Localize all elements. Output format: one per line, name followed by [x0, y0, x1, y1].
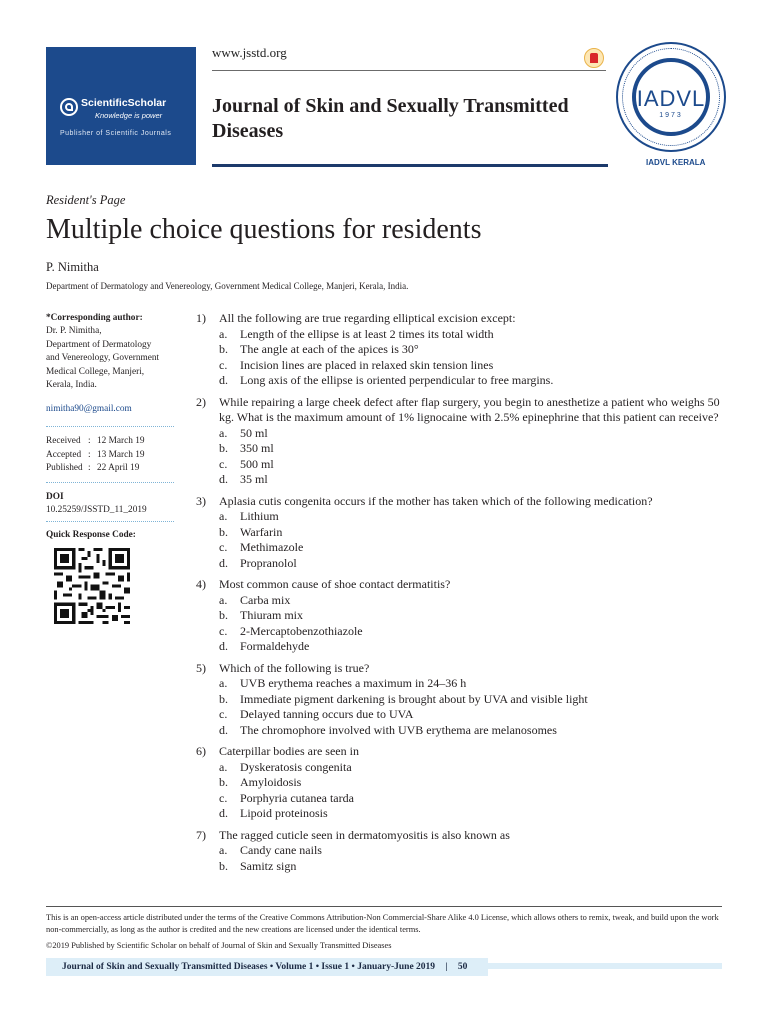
option-letter: b.	[219, 524, 228, 539]
answer-option	[196, 472, 736, 488]
answer-option	[196, 593, 736, 609]
corresponding-line: Department of Dermatology	[46, 339, 152, 350]
answer-option	[196, 540, 736, 556]
question-item	[196, 744, 736, 822]
question-stem	[196, 744, 736, 760]
page-number: 50	[457, 962, 468, 972]
option-text: UVB erythema reaches a maximum in 24–36 h	[240, 676, 467, 690]
bookmark-badge-icon[interactable]	[584, 48, 604, 68]
option-text: Lithium	[240, 509, 279, 523]
option-letter: c.	[219, 540, 228, 554]
answer-option	[196, 525, 736, 541]
date-row-accepted: Accepted : 13 March 19	[46, 449, 145, 463]
date-value: 22 April 19	[97, 463, 140, 473]
date-label: Published	[46, 463, 83, 473]
question-text: Aplasia cutis congenita occurs if the mother has taken which of the following medication?	[219, 493, 653, 508]
question-number: 7)	[196, 827, 206, 842]
question-number: 3)	[196, 493, 206, 508]
journal-title: Journal of Skin and Sexually Transmitted Diseases	[212, 95, 569, 142]
question-number: 6)	[196, 744, 206, 758]
question-text: While repairing a large cheek defect after flap surgery, you begin to anesthetize a patient who weighs 50 kg. What is the maximum amount of 1% lignocaine with 2.5% epinephrine that this patient can receive?	[219, 394, 720, 424]
option-letter: b.	[219, 441, 228, 455]
date-row-received: Received : 12 March 19	[46, 435, 145, 449]
section-label: Resident's Page	[46, 193, 126, 207]
answer-option	[196, 358, 736, 374]
option-letter: d.	[219, 373, 228, 387]
answer-option	[196, 509, 736, 525]
option-letter: b.	[219, 858, 228, 873]
society-label: IADVL KERALA	[646, 158, 706, 167]
option-text: Amyloidosis	[240, 775, 302, 789]
author-name: P. Nimitha	[46, 260, 99, 274]
answer-option	[196, 859, 736, 875]
option-text: 35 ml	[240, 472, 268, 486]
option-text: Formaldehyde	[240, 639, 310, 653]
option-text: The angle at each of the apices is 30°	[240, 342, 419, 356]
option-text: The chromophore involved with UVB erythema are melanosomes	[240, 722, 557, 737]
question-text: All the following are true regarding elliptical excision except:	[219, 311, 516, 325]
answer-option	[196, 843, 736, 859]
date-value: 13 March 19	[97, 449, 145, 460]
option-letter: d.	[219, 806, 228, 820]
option-letter: b.	[219, 608, 228, 622]
option-letter: a.	[219, 843, 228, 857]
question-stem	[196, 311, 736, 327]
corresponding-author-details	[46, 325, 186, 393]
answer-option	[196, 441, 736, 457]
question-stem	[196, 828, 736, 844]
answer-option	[196, 791, 736, 807]
article-title: Multiple choice questions for residents	[46, 214, 482, 245]
option-text: 2-Mercaptobenzothiazole	[240, 623, 363, 638]
answer-option	[196, 723, 736, 739]
doi-link[interactable]: 10.25259/JSSTD_11_2019	[46, 505, 147, 515]
question-item	[196, 577, 736, 655]
option-text: Length of the ellipse is at least 2 times its total width	[240, 326, 494, 341]
society-seal-name: IADVL	[636, 86, 706, 111]
option-letter: a.	[219, 509, 228, 523]
answer-option	[196, 707, 736, 723]
option-text: Samitz sign	[240, 858, 297, 873]
question-list	[196, 311, 736, 880]
corresponding-line: Dr. P. Nimitha,	[46, 326, 102, 336]
qr-code-label: Quick Response Code:	[46, 530, 136, 540]
answer-option	[196, 327, 736, 343]
header-underline	[212, 164, 608, 167]
sidebar-divider	[46, 482, 174, 483]
question-item	[196, 494, 736, 572]
option-letter: c.	[219, 623, 228, 638]
option-text: Immediate pigment darkening is brought about by UVA and visible light	[240, 691, 588, 706]
option-letter: d.	[219, 555, 228, 570]
option-letter: a.	[219, 676, 228, 690]
author-email-link[interactable]: nimitha90@gmail.com	[46, 404, 132, 414]
option-letter: a.	[219, 592, 228, 607]
answer-option	[196, 426, 736, 442]
license-text: This is an open-access article distributed under the terms of the Creative Commons Attribution-Non Commercial-Share Alike 4.0 License, which allows others to remix, tweak, and build upon the work non-commercially, as long as the author is credited and the new creations are licensed under the identical terms.	[46, 913, 719, 934]
option-letter: d.	[219, 722, 228, 737]
option-text: Porphyria cutanea tarda	[240, 790, 354, 805]
question-item	[196, 661, 736, 739]
answer-option	[196, 806, 736, 822]
corresponding-line: Medical College, Manjeri,	[46, 366, 145, 377]
answer-option	[196, 775, 736, 791]
answer-option	[196, 639, 736, 655]
answer-option	[196, 676, 736, 692]
question-item	[196, 828, 736, 875]
copyright-text: ©2019 Published by Scientific Scholar on behalf of Journal of Skin and Sexually Transmitted Diseases	[46, 941, 392, 950]
date-label: Received	[46, 436, 81, 446]
publisher-logo-name: ScientificScholar	[81, 97, 167, 109]
citation-text: Journal of Skin and Sexually Transmitted Diseases • Volume 1 • Issue 1 • January-June 2019	[62, 962, 436, 972]
option-letter: b.	[219, 342, 228, 356]
answer-option	[196, 556, 736, 572]
answer-option	[196, 692, 736, 708]
option-letter: b.	[219, 691, 228, 706]
date-label: Accepted	[46, 449, 82, 460]
answer-option	[196, 457, 736, 473]
question-number: 4)	[196, 577, 206, 591]
doi-label: DOI	[46, 492, 64, 502]
footer-citation	[62, 962, 467, 972]
footer-divider	[46, 906, 722, 907]
scientificscholar-logo-icon	[60, 98, 78, 116]
society-seal-year: 1973	[659, 112, 683, 119]
option-text: Methimazole	[240, 540, 304, 554]
option-letter: a.	[219, 326, 228, 341]
option-text: Lipoid proteinosis	[240, 806, 328, 820]
option-text: Dyskeratosis congenita	[240, 759, 352, 774]
qr-code-icon[interactable]	[54, 548, 130, 624]
option-text: 50 ml	[240, 425, 268, 440]
sidebar-divider	[46, 521, 174, 522]
option-text: 350 ml	[240, 441, 274, 455]
option-letter: c.	[219, 456, 228, 471]
question-item	[196, 311, 736, 389]
question-number: 2)	[196, 394, 206, 409]
sidebar-divider	[46, 426, 174, 427]
corresponding-line: and Venereology, Government	[46, 353, 160, 363]
corresponding-author-label: *Corresponding author:	[46, 313, 143, 323]
option-letter: c.	[219, 707, 228, 721]
option-text: Warfarin	[240, 524, 283, 539]
option-letter: a.	[219, 759, 228, 774]
option-letter: a.	[219, 425, 228, 440]
question-text: The ragged cuticle seen in dermatomyositis is also known as	[219, 827, 510, 842]
option-text: Propranolol	[240, 555, 297, 570]
answer-option	[196, 608, 736, 624]
question-number: 5)	[196, 660, 206, 675]
question-stem	[196, 661, 736, 677]
option-letter: c.	[219, 790, 228, 805]
author-affiliation: Department of Dermatology and Venereology, Government Medical College, Manjeri, Kerala, India.	[46, 281, 409, 291]
option-text: Incision lines are placed in relaxed skin tension lines	[240, 357, 494, 372]
question-text: Which of the following is true?	[219, 660, 370, 675]
question-stem	[196, 494, 736, 510]
option-text: Carba mix	[240, 592, 291, 607]
answer-option	[196, 624, 736, 640]
question-stem	[196, 577, 736, 593]
publisher-logo-subtitle: Publisher of Scientific Journals	[60, 130, 172, 137]
option-text: 500 ml	[240, 456, 274, 471]
option-text: Delayed tanning occurs due to UVA	[240, 707, 414, 721]
answer-option	[196, 373, 736, 389]
corresponding-line: Kerala, India.	[46, 380, 97, 390]
option-letter: d.	[219, 639, 228, 653]
question-text: Most common cause of shoe contact dermatitis?	[219, 577, 451, 591]
journal-url-link[interactable]: www.jsstd.org	[212, 45, 287, 60]
publication-dates	[46, 435, 145, 476]
answer-option	[196, 342, 736, 358]
date-value: 12 March 19	[97, 436, 145, 446]
question-text: Caterpillar bodies are seen in	[219, 744, 359, 758]
answer-option	[196, 760, 736, 776]
publisher-logo-tagline: Knowledge is power	[95, 111, 163, 120]
citation-separator: |	[445, 962, 448, 972]
question-item	[196, 395, 736, 488]
question-number: 1)	[196, 311, 206, 325]
option-text: Thiuram mix	[240, 608, 303, 622]
option-letter: d.	[219, 472, 228, 486]
question-stem	[196, 395, 736, 426]
option-text: Candy cane nails	[240, 843, 322, 857]
header-divider	[212, 70, 606, 71]
option-letter: b.	[219, 775, 228, 789]
option-letter: c.	[219, 357, 228, 372]
date-row-published: Published : 22 April 19	[46, 462, 145, 476]
option-text: Long axis of the ellipse is oriented perpendicular to free margins.	[240, 373, 554, 387]
